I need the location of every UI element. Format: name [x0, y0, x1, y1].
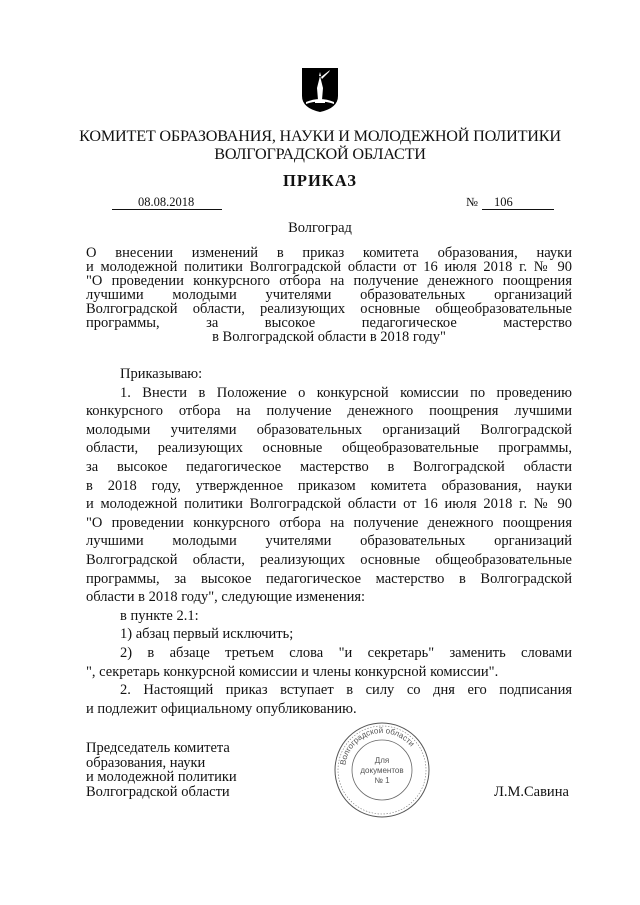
item1-line: за высокое педагогическое мастерство в Волгоградской области	[86, 458, 572, 475]
subitem-2-line1: 2) в абзаце третьем слова "и секретарь" заменить словами	[120, 644, 572, 661]
item1-line: конкурсного отбора на получение денежного поощрения лучшими	[86, 403, 572, 420]
organization-name-line2: ВОЛГОГРАДСКОЙ ОБЛАСТИ	[214, 145, 426, 163]
order-body	[86, 365, 572, 718]
signatory-position	[86, 741, 237, 799]
order-number-value: 106	[482, 195, 554, 210]
subitem-2-line2: ", секретарь конкурсной комиссии и члены конкурсной комиссии".	[86, 663, 499, 680]
item1-line-last: области в 2018 году", следующие изменения:	[86, 589, 366, 606]
item1-line: лучшими молодыми учителями образовательных организаций	[86, 533, 572, 550]
signatory-position-line: Волгоградской области	[86, 783, 230, 800]
item2-line2: и подлежит официальному опубликованию.	[86, 700, 357, 717]
item1-line: программы, за высокое педагогическое мастерство в Волгоградской	[86, 570, 572, 587]
signatory-position-line: Председатель комитета	[86, 740, 230, 756]
order-intro: Приказываю:	[120, 366, 203, 382]
item1-line: "О проведении конкурсного отбора на получение денежного поощрения	[86, 514, 572, 531]
stamp-center-line: документов	[360, 766, 404, 775]
subject-line: "О проведении конкурсного отбора на получение денежного поощрения	[86, 273, 572, 289]
subject-line: и молодежной политики Волгоградской области от 16 июля 2018 г. № 90	[86, 259, 572, 275]
organization-name-line1: КОМИТЕТ ОБРАЗОВАНИЯ, НАУКИ И МОЛОДЕЖНОЙ ПОЛИТИКИ	[79, 127, 561, 145]
order-date-value: 08.08.2018	[112, 195, 222, 210]
document-title: ПРИКАЗ	[283, 171, 357, 190]
subject-line: Волгоградской области, реализующих основные общеобразовательные	[86, 301, 572, 317]
stamp-ring-text: Волгоградской области	[338, 725, 417, 766]
order-subject	[86, 246, 572, 344]
stamp-center-line: № 1	[374, 776, 390, 785]
subject-line: лучшими молодыми учителями образовательных организаций	[86, 287, 572, 303]
subject-line: программы, за высокое педагогическое мастерство	[86, 315, 572, 331]
item1-line: 1. Внести в Положение о конкурсной комиссии по проведению	[120, 384, 572, 401]
item1-line: Волгоградской области, реализующих основные общеобразовательные	[86, 551, 572, 568]
item1-line: области, реализующих основные общеобразовательные программы,	[86, 440, 572, 457]
official-stamp	[332, 720, 432, 820]
subitem-1: 1) абзац первый исключить;	[120, 626, 294, 643]
order-date	[112, 195, 202, 210]
order-number	[466, 195, 554, 210]
subject-line: О внесении изменений в приказ комитета образования, науки	[86, 245, 572, 261]
signatory-position-line: и молодежной политики	[86, 769, 237, 785]
signatory-position-line: образования, науки	[86, 754, 206, 771]
coat-of-arms-emblem	[300, 66, 340, 114]
signatory-name: Л.М.Савина	[494, 784, 569, 800]
item1-line: в 2018 году, утвержденное приказом комитета образования, науки	[86, 477, 572, 494]
order-number-prefix: №	[466, 195, 478, 209]
item1-line: молодыми учителями образовательных организаций Волгоградской	[86, 421, 572, 438]
item2-line1: 2. Настоящий приказ вступает в силу со дня его подписания	[120, 682, 572, 699]
point-heading: в пункте 2.1:	[120, 607, 199, 624]
subject-line-last: в Волгоградской области в 2018 году"	[212, 329, 446, 345]
item1-line: и молодежной политики Волгоградской области от 16 июля 2018 г. № 90	[86, 496, 572, 513]
city-name: Волгоград	[288, 220, 352, 236]
stamp-center-line: Для	[374, 756, 390, 765]
